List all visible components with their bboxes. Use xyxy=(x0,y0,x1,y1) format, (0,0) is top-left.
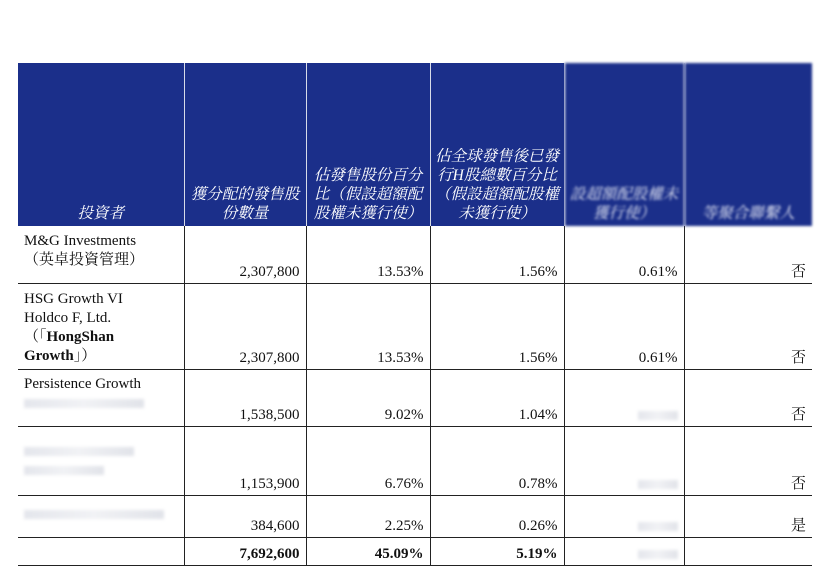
pct-global-cell: 0.78% xyxy=(430,427,564,496)
connected-flag: 否 xyxy=(684,226,812,284)
header-pct-global: 佔全球發售後已發行H股總數百分比（假設超額配股權未獲行使） xyxy=(430,63,564,226)
total-row xyxy=(18,538,812,566)
pct-offer-cell: 13.53% xyxy=(306,284,430,370)
header-pct-offer: 佔發售股份百分比（假設超額配股權未獲行使） xyxy=(306,63,430,226)
allocation-table xyxy=(18,63,812,566)
connected-flag: 否 xyxy=(684,370,812,427)
header-allocated-shares: 獲分配的發售股份數量 xyxy=(184,63,306,226)
pct-total-cell: 0.61% xyxy=(564,226,684,284)
pct-offer-cell: 6.76% xyxy=(306,427,430,496)
total-pct-global: 5.19% xyxy=(430,538,564,566)
shares-cell: 2,307,800 xyxy=(184,284,306,370)
table-row xyxy=(18,284,812,370)
total-flag xyxy=(684,538,812,566)
table-row xyxy=(18,427,812,496)
connected-flag: 否 xyxy=(684,284,812,370)
shares-cell: 2,307,800 xyxy=(184,226,306,284)
total-label xyxy=(18,538,184,566)
investor-name: Persistence Growth xyxy=(18,370,184,427)
pct-offer-cell: 2.25% xyxy=(306,496,430,538)
connected-flag: 否 xyxy=(684,427,812,496)
connected-flag: 是 xyxy=(684,496,812,538)
pct-global-cell: 1.04% xyxy=(430,370,564,427)
shares-cell: 384,600 xyxy=(184,496,306,538)
total-pct-total-redacted xyxy=(564,538,684,566)
investor-name-redacted xyxy=(18,427,184,496)
pct-global-cell: 1.56% xyxy=(430,284,564,370)
table-row xyxy=(18,496,812,538)
pct-global-cell: 1.56% xyxy=(430,226,564,284)
pct-offer-cell: 13.53% xyxy=(306,226,430,284)
table-row xyxy=(18,370,812,427)
header-investor: 投資者 xyxy=(18,63,184,226)
header-row xyxy=(18,63,812,226)
table-row xyxy=(18,226,812,284)
pct-total-cell-redacted xyxy=(564,496,684,538)
pct-total-cell: 0.61% xyxy=(564,284,684,370)
pct-total-cell-redacted xyxy=(564,370,684,427)
pct-offer-cell: 9.02% xyxy=(306,370,430,427)
investor-name-redacted xyxy=(18,496,184,538)
investor-name: M&G Investments （英卓投資管理） xyxy=(18,226,184,284)
pct-global-cell: 0.26% xyxy=(430,496,564,538)
investor-name: HSG Growth VI Holdco F, Ltd. （「HongShan Growth」） xyxy=(18,284,184,370)
pct-total-cell-redacted xyxy=(564,427,684,496)
total-shares: 7,692,600 xyxy=(184,538,306,566)
shares-cell: 1,538,500 xyxy=(184,370,306,427)
header-pct-blurred: 設超額配股權未獲行使） xyxy=(564,63,684,226)
redacted-text xyxy=(24,399,144,408)
header-connected: 等聚合聯繫人 xyxy=(684,63,812,226)
total-pct-offer: 45.09% xyxy=(306,538,430,566)
shares-cell: 1,153,900 xyxy=(184,427,306,496)
